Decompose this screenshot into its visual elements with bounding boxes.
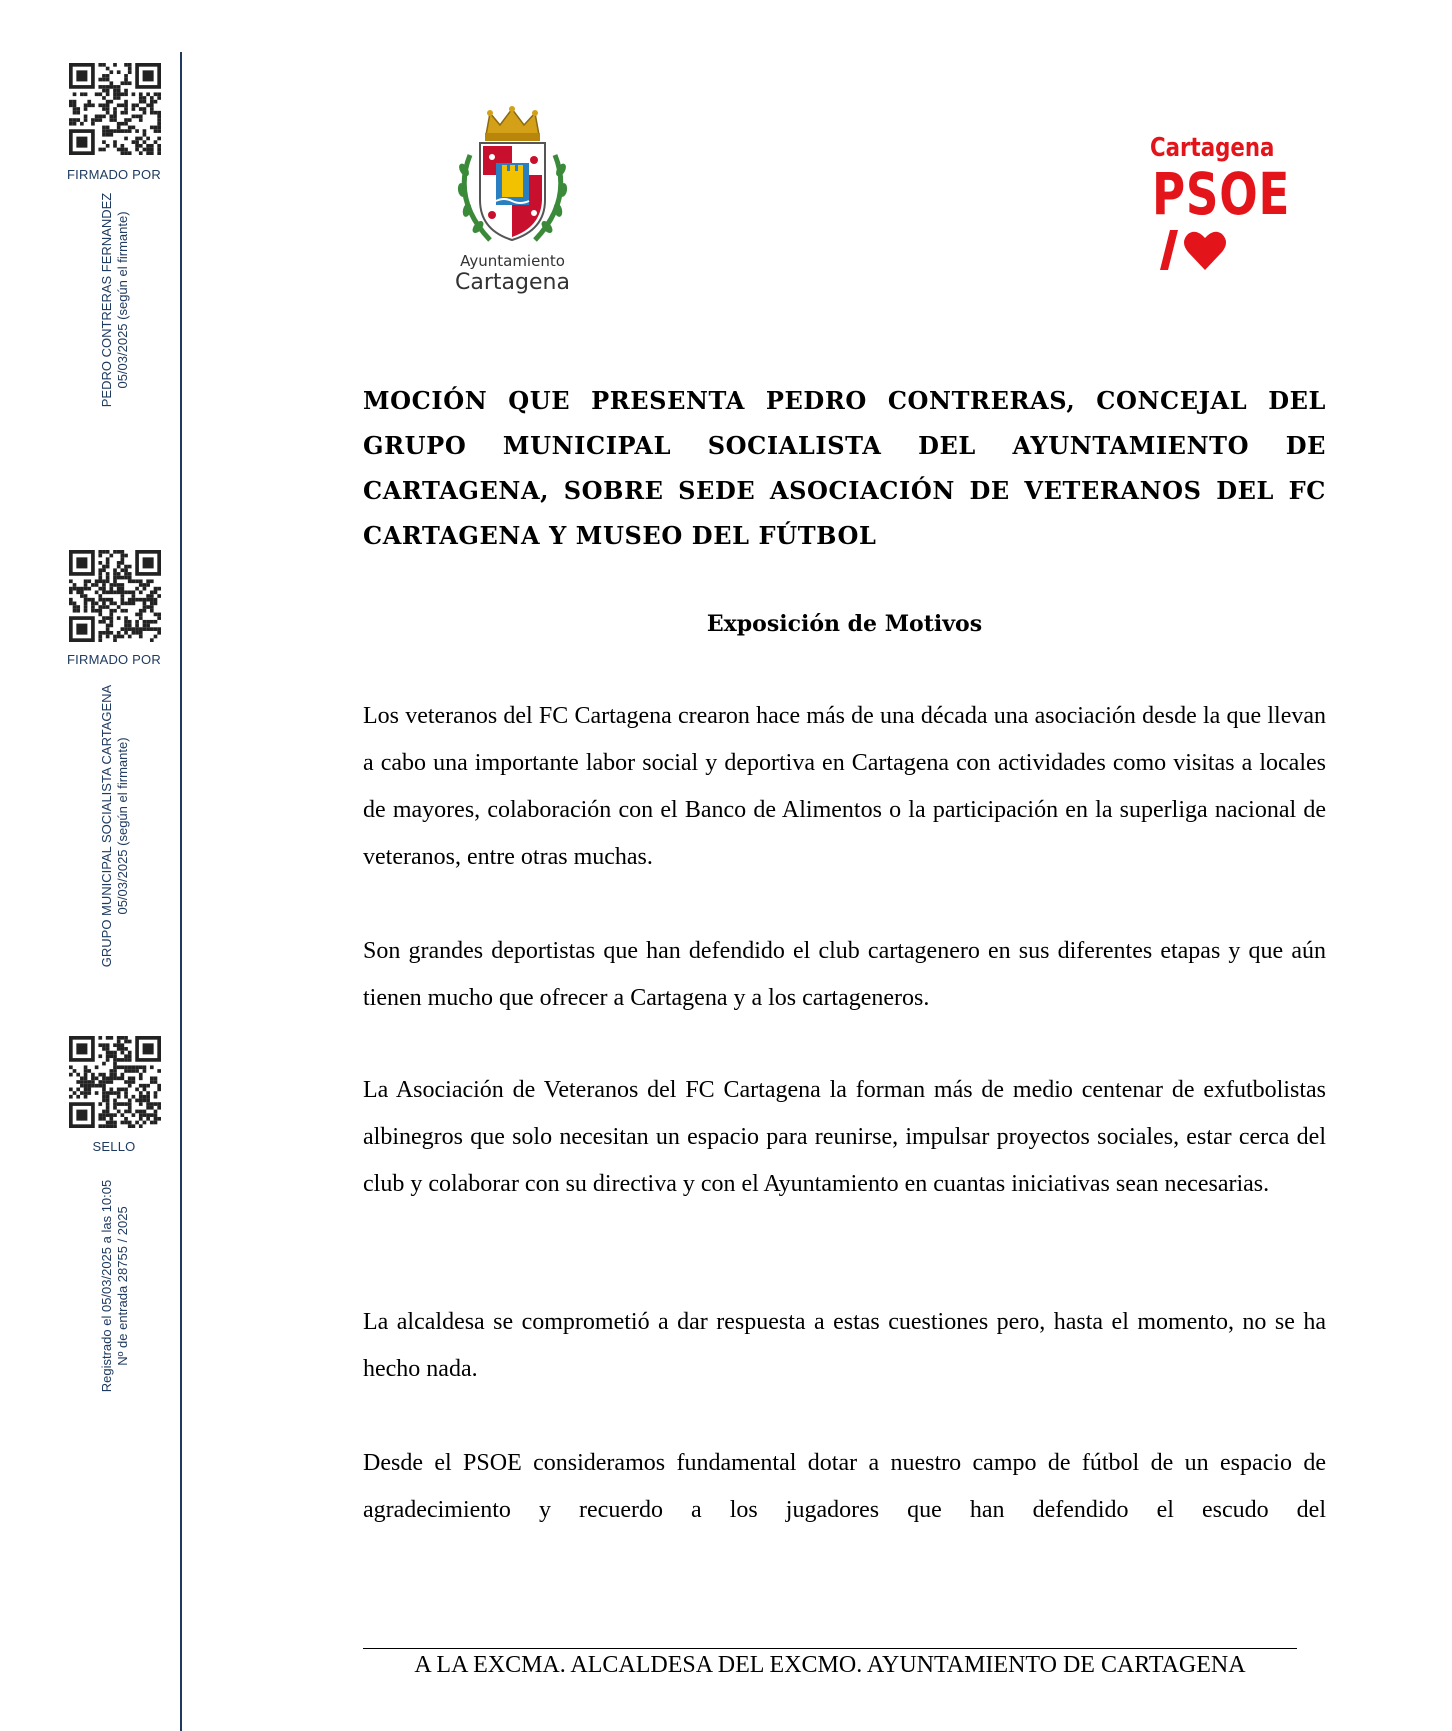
signature-label-2: FIRMADO POR: [67, 652, 161, 667]
qr-code-icon: [69, 1036, 161, 1128]
motion-title: MOCIÓN QUE PRESENTA PEDRO CONTRERAS, CONCEJAL DEL GRUPO MUNICIPAL SOCIALISTA DEL AYUNTAMIENTO DE CARTAGENA, SOBRE SEDE ASOCIACIÓN DE VETERANOS DEL FC CARTAGENA Y MUSEO DEL FÚTBOL: [363, 386, 1326, 550]
sidebar-divider: [180, 52, 182, 1731]
paragraph-2: Son grandes deportistas que han defendido el club cartagenero en sus diferentes etapas y que aún tienen mucho que ofrecer a Cartagena y a los cartageneros.: [363, 938, 1326, 1011]
footer-rule: [363, 1648, 1297, 1649]
cartagena-crest-icon: [450, 105, 575, 250]
signature-label-1: FIRMADO POR: [67, 167, 161, 182]
psoe-heart-icon: [1158, 228, 1238, 272]
signature-signer-1: PEDRO CONTRERAS FERNANDEZ 05/03/2025 (según el firmante): [99, 192, 130, 408]
paragraph-4: La alcaldesa se comprometió a dar respuesta a estas cuestiones pero, hasta el momento, no se ha hecho nada.: [363, 1309, 1326, 1382]
qr-code-icon: [69, 63, 161, 155]
section-heading: Exposición de Motivos: [706, 611, 983, 637]
paragraph-5: Desde el PSOE consideramos fundamental dotar a nuestro campo de fútbol de un espacio de agradecimiento y recuerdo a los jugadores que han defendido el escudo del: [363, 1450, 1326, 1523]
paragraph-3: La Asociación de Veteranos del FC Cartagena la forman más de medio centenar de exfutbolistas albinegros que solo necesitan un espacio para reunirse, impulsar proyectos sociales, estar cerca del club y colaborar con su directiva y con el Ayuntamiento en cuantas iniciativas sean necesarias.: [363, 1077, 1326, 1197]
signature-signer-2: GRUPO MUNICIPAL SOCIALISTA CARTAGENA 05/03/2025 (según el firmante): [99, 684, 130, 968]
addressee-footer: A LA EXCMA. ALCALDESA DEL EXCMO. AYUNTAMIENTO DE CARTAGENA: [414, 1652, 1246, 1678]
psoe-logo-text: PSOE: [1152, 160, 1291, 228]
ayuntamiento-city: Cartagena: [455, 270, 570, 295]
seal-label: SELLO: [92, 1139, 136, 1154]
qr-code-icon: [69, 550, 161, 642]
ayuntamiento-label: Ayuntamiento: [460, 252, 565, 270]
psoe-city-label: Cartagena: [1150, 133, 1275, 163]
registration-stamp: Registrado el 05/03/2025 a las 10:05 Nº de entrada 28755 / 2025: [99, 1179, 130, 1393]
paragraph-1: Los veteranos del FC Cartagena crearon hace más de una década una asociación desde la que llevan a cabo una importante labor social y deportiva en Cartagena con actividades como visitas a locales de mayores, colaboración con el Banco de Alimentos o la participación en la superliga nacional de veteranos, entre otras muchas.: [363, 703, 1326, 870]
